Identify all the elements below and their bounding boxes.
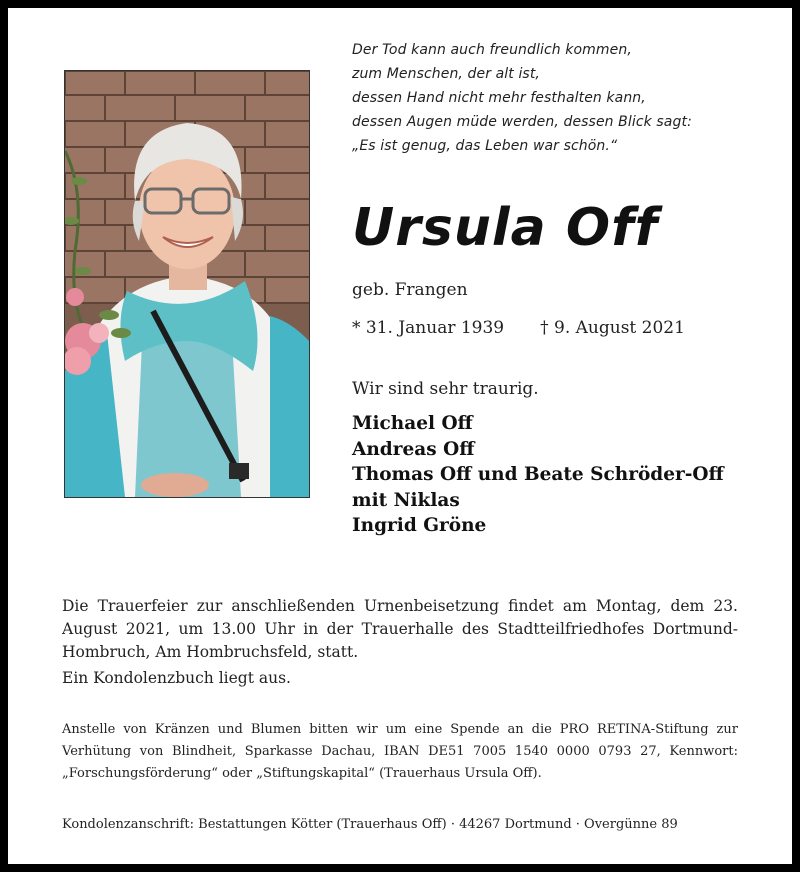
mourner-name: Michael Off bbox=[352, 413, 473, 434]
donation-text: Anstelle von Kränzen und Blumen bitten wir um eine Spende an die PRO RETINA-Stiftung zur Verhütung von Blindheit, Sparkasse Dachau, IBAN DE51 7005 1540 0000 0793 27, Kennwort: „Forschungsförderung“ oder „Stiftungskapital“ (Trauerhaus Ursula Off). bbox=[62, 722, 738, 781]
mourner-name: mit Niklas bbox=[352, 489, 460, 511]
condolence-book-note: Ein Kondolenzbuch liegt aus. bbox=[62, 669, 291, 687]
poem-line: dessen Hand nicht mehr festhalten kann, bbox=[352, 90, 646, 106]
mourning-intro: Wir sind sehr traurig. bbox=[352, 379, 539, 399]
poem bbox=[352, 38, 772, 158]
poem-line: „Es ist genug, das Leben war schön.“ bbox=[352, 138, 618, 154]
poem-line: dessen Augen müde werden, dessen Blick sagt: bbox=[352, 114, 692, 130]
mourner-name: Ingrid Gröne bbox=[352, 515, 487, 536]
birth-date: * 31. Januar 1939 bbox=[352, 318, 505, 338]
mourner-name: Thomas Off und Beate Schröder-Off bbox=[352, 464, 724, 485]
mourner-list bbox=[352, 411, 724, 539]
condolence-address: Kondolenzanschrift: Bestattungen Kötter (Trauerhaus Off) · 44267 Dortmund · Overgünne 89 bbox=[62, 817, 678, 832]
poem-line: Der Tod kann auch freundlich kommen, bbox=[352, 42, 632, 58]
portrait-photo bbox=[64, 70, 310, 498]
maiden-name: geb. Frangen bbox=[352, 280, 468, 300]
ceremony-text: Die Trauerfeier zur anschließenden Urnenbeisetzung findet am Montag, dem 23. August 2021, um 13.00 Uhr in der Trauerhalle des Stadtteilfriedhofes Dortmund-Hombruch, Am Hombruchsfeld, statt. bbox=[62, 597, 738, 661]
mourner-name: Andreas Off bbox=[352, 438, 475, 460]
poem-line: zum Menschen, der alt ist, bbox=[352, 66, 540, 82]
life-dates bbox=[352, 318, 685, 338]
deceased-name: Ursula Off bbox=[352, 198, 659, 258]
death-date: † 9. August 2021 bbox=[540, 318, 685, 338]
obituary-card bbox=[8, 8, 792, 864]
